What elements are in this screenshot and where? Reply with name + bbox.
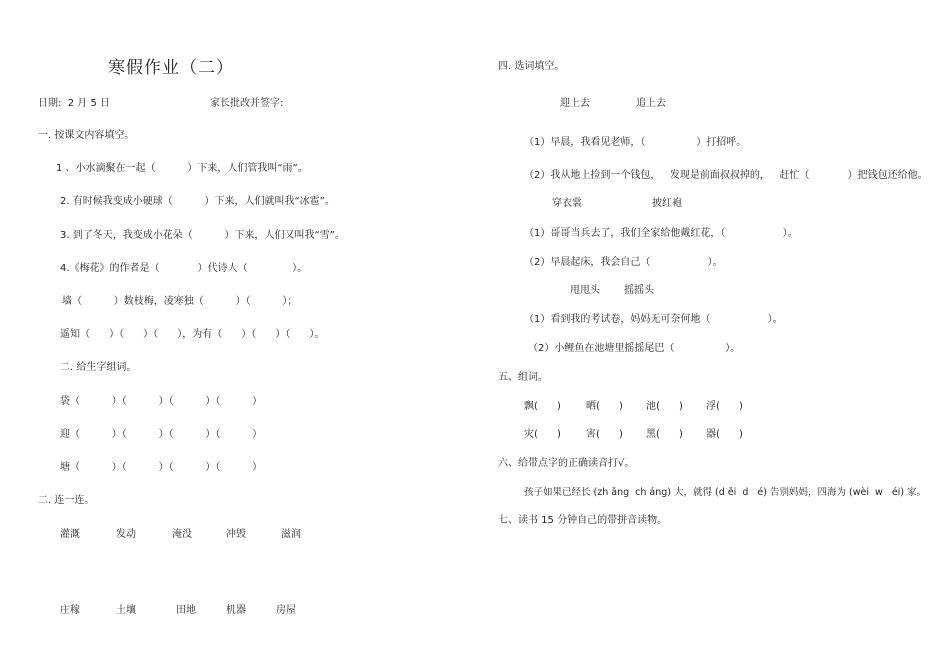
match-bottom-word: 土壤 <box>116 605 136 616</box>
match-bottom-word: 田地 <box>176 605 196 616</box>
word-pair-item: 浮( ) <box>706 401 743 412</box>
section-2-heading: 二. 连一连。 <box>38 495 95 506</box>
match-bottom-word: 机器 <box>226 605 246 616</box>
section-1-heading: 一. 按课文内容填空。 <box>38 130 135 141</box>
option-word: 穿衣裳 <box>552 198 582 209</box>
option-word: 甩甩头 <box>570 285 600 296</box>
choose-item: （2）早晨起床，我会自己（ ）。 <box>524 257 723 268</box>
match-top-word: 发动 <box>116 529 136 540</box>
section-5-heading: 五、组词。 <box>498 372 548 383</box>
word-pair-item: 池( ) <box>646 401 683 412</box>
parent-signature-label: 家长批改并签字: <box>210 98 284 109</box>
word-building-row-1: 袋（ ）（ ）（ ）（ ） <box>60 396 263 407</box>
section-4-heading: 四. 选词填空。 <box>498 61 565 72</box>
match-top-word: 灌溉 <box>60 529 80 540</box>
option-word: 追上去 <box>636 98 666 109</box>
word-pair-item: 黑( ) <box>646 429 683 440</box>
option-word: 披红袍 <box>652 198 682 209</box>
match-top-word: 滋润 <box>281 529 301 540</box>
match-bottom-word: 庄稼 <box>60 605 80 616</box>
section-7-heading: 七、读书 15 分钟自己的带拼音读物。 <box>498 515 668 526</box>
word-building-row-3: 塘（ ）（ ）（ ）（ ） <box>60 462 263 473</box>
match-top-word: 冲毁 <box>226 529 246 540</box>
section-word-building-heading: 二. 给生字组词。 <box>60 362 137 373</box>
fill-line-4: 4.《梅花》的作者是（ ）代诗人（ ）。 <box>60 263 308 274</box>
word-pair-item: 器( ) <box>706 429 743 440</box>
word-pair-item: 灾( ) <box>524 429 561 440</box>
choose-item: （2）小鲤鱼在池塘里摇摇尾巴（ ）。 <box>528 343 741 354</box>
pinyin-sentence: 孩子如果已经长 (zh ǎng ch áng) 大，就得 (d ěi d é) 告别妈妈，四海为 (wèi w éi) 家。 <box>524 487 927 498</box>
worksheet-title: 寒假作业（二） <box>108 58 234 78</box>
word-pair-item: 晒( ) <box>586 401 623 412</box>
choose-item: （1）哥哥当兵去了，我们全家给他戴红花，（ ）。 <box>524 228 798 239</box>
option-word: 摇摇头 <box>624 285 654 296</box>
choose-item: （2）我从地上捡到一个钱包， 发现是前面叔叔掉的， 赶忙（ ）把钱包还给他。 <box>524 170 928 181</box>
date-label: 日期: 2 月 5 日 <box>38 98 110 109</box>
choose-item: （1）看到我的考试卷，妈妈无可奈何地（ ）。 <box>524 314 783 325</box>
fill-line-3: 3. 到了冬天，我变成小花朵（ ）下来，人们又叫我“雪”。 <box>60 230 345 241</box>
word-pair-item: 飘( ) <box>524 401 561 412</box>
word-pair-item: 害( ) <box>586 429 623 440</box>
option-word: 迎上去 <box>560 98 590 109</box>
match-top-word: 淹没 <box>172 529 192 540</box>
fill-line-2: 2. 有时候我变成小硬球（ ）下来，人们就叫我“冰雹”。 <box>60 196 335 207</box>
word-building-row-2: 迎（ ）（ ）（ ）（ ） <box>60 429 263 440</box>
fill-line-1: 1 、小水滴聚在一起（ ）下来，人们管我叫“雨”。 <box>56 163 308 174</box>
section-6-heading: 六、给带点字的正确读音打√。 <box>498 458 635 469</box>
fill-line-6: 遥知（ ）（ ）（ ），为有（ ）（ ）（ ）。 <box>60 329 325 340</box>
match-bottom-word: 房屋 <box>276 605 296 616</box>
fill-line-5: 墙（ ）数枝梅，凌寒独（ ）（ ）； <box>62 296 298 307</box>
choose-item: （1）早晨，我看见老师，（ ）打招呼。 <box>524 137 747 148</box>
